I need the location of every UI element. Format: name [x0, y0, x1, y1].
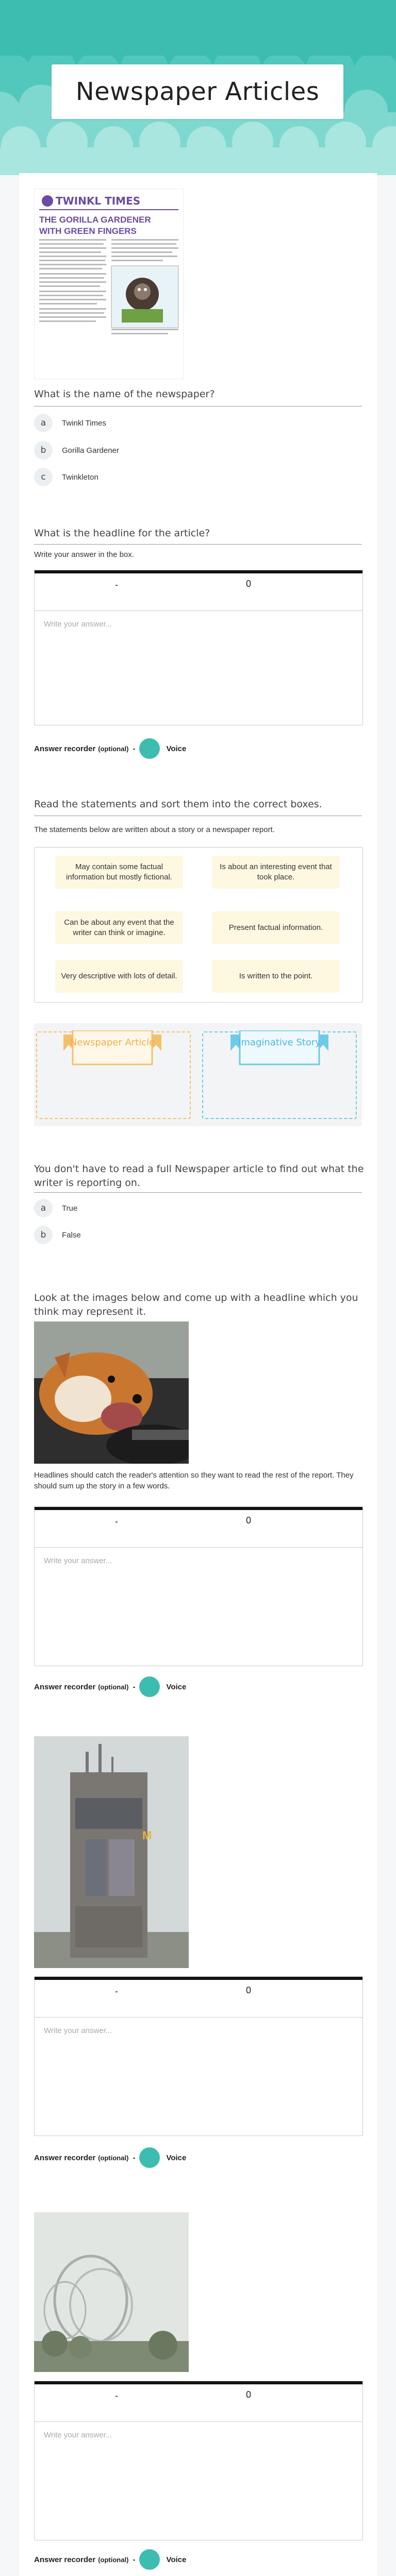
q5-title: Look at the images below and come up with a headline which you think may represent it. — [34, 1292, 358, 1317]
statement-card[interactable]: Is about an interesting event that took place. — [212, 856, 340, 889]
voice-label: Voice — [166, 1682, 187, 1691]
answer-placeholder: Write your answer... — [44, 2026, 112, 2035]
option-label: False — [62, 1230, 81, 1240]
recorder-label: Answer recorder — [34, 1682, 96, 1691]
q3-instruction: The statements below are written about a story or a newspaper report. — [34, 825, 275, 834]
q2-answer-box[interactable] — [34, 570, 363, 725]
newspaper-article-image — [34, 189, 184, 379]
font-size-select[interactable]: 0 — [246, 1985, 252, 1995]
voice-label: Voice — [166, 2555, 187, 2564]
sortable-statements-area — [34, 847, 363, 1003]
text-toolbar — [35, 1507, 362, 1548]
record-voice-button[interactable] — [139, 2549, 160, 2570]
recorder-dash: - — [133, 2153, 136, 2162]
option-letter: a — [34, 414, 53, 432]
q2-title: What is the headline for the article? — [34, 528, 210, 539]
dog-driving-photo — [34, 1321, 189, 1464]
statement-card[interactable]: May contain some factual information but mostly fictional. — [55, 856, 183, 889]
recorder-dash: - — [133, 1682, 136, 1691]
font-size-select[interactable]: 0 — [246, 1515, 252, 1526]
recorder-optional: (optional) — [98, 1683, 129, 1691]
option-letter: c — [34, 468, 53, 486]
answer-recorder — [34, 2549, 186, 2570]
drop-zone-label: Imaginative Story — [238, 1037, 321, 1048]
recorder-dash: - — [133, 2555, 136, 2564]
text-toolbar — [35, 2381, 362, 2422]
recorder-optional: (optional) — [98, 2555, 129, 2564]
q1-title: What is the name of the newspaper? — [34, 388, 215, 400]
statement-card[interactable]: Can be about any event that the writer can think or imagine. — [55, 911, 183, 944]
recorder-label: Answer recorder — [34, 744, 96, 753]
record-voice-button[interactable] — [139, 738, 160, 759]
option-label: Twinkl Times — [62, 418, 106, 428]
page-header — [0, 0, 396, 175]
record-voice-button[interactable] — [139, 1676, 160, 1697]
font-style-select[interactable]: - — [115, 580, 118, 590]
roller-coaster-fog-photo — [34, 2212, 189, 2372]
record-voice-button[interactable] — [139, 2147, 160, 2168]
sort-target-area — [34, 1023, 362, 1126]
tower-photo — [34, 1736, 189, 1968]
q4-option-b[interactable] — [34, 1225, 81, 1245]
divider — [34, 544, 362, 545]
option-letter: b — [34, 1226, 53, 1244]
q5-answer-box-2[interactable] — [34, 1976, 363, 2136]
q5-instruction: Headlines should catch the reader's attention so they want to read the rest of the report. They should sum up the story in a few words. — [34, 1471, 354, 1490]
drop-zone-newspaper-article[interactable] — [36, 1031, 191, 1119]
recorder-optional: (optional) — [98, 2154, 129, 2162]
svg-text:M: M — [142, 1829, 152, 1842]
q2-instruction: Write your answer in the box. — [34, 550, 134, 559]
drop-zone-label: Newspaper Article — [70, 1037, 155, 1048]
worksheet — [19, 173, 377, 2576]
font-style-select[interactable]: - — [115, 1986, 118, 1996]
answer-placeholder: Write your answer... — [44, 1556, 112, 1565]
font-size-select[interactable]: 0 — [246, 2389, 252, 2400]
answer-recorder — [34, 1676, 186, 1697]
answer-placeholder: Write your answer... — [44, 2431, 112, 2439]
text-toolbar — [35, 1977, 362, 2018]
option-letter: b — [34, 441, 53, 460]
masthead-text: TWINKL TIMES — [56, 195, 141, 207]
q4-option-a[interactable] — [34, 1198, 77, 1218]
q5-answer-box-3[interactable] — [34, 2381, 363, 2540]
font-style-select[interactable]: - — [115, 1516, 118, 1527]
option-label: Gorilla Gardener — [62, 446, 119, 455]
font-style-select[interactable]: - — [115, 2391, 118, 2401]
article-headline-line1: THE GORILLA GARDENER — [39, 215, 151, 225]
drop-zone-imaginative-story[interactable] — [202, 1031, 357, 1119]
q1-option-a[interactable] — [34, 413, 106, 433]
option-label: Twinkleton — [62, 472, 98, 482]
font-size-select[interactable]: 0 — [246, 579, 252, 589]
recorder-optional: (optional) — [98, 744, 129, 753]
answer-placeholder: Write your answer... — [44, 620, 112, 629]
recorder-label: Answer recorder — [34, 2555, 96, 2564]
title-card — [52, 64, 343, 119]
article-headline-line2: WITH GREEN FINGERS — [39, 226, 137, 236]
twinkl-logo-icon — [42, 195, 53, 207]
divider — [34, 1192, 362, 1193]
statement-card[interactable]: Is written to the point. — [212, 960, 340, 993]
text-toolbar — [35, 570, 362, 611]
voice-label: Voice — [166, 2153, 187, 2162]
statement-card[interactable]: Present factual information. — [212, 911, 340, 944]
answer-recorder — [34, 738, 186, 759]
q1-option-c[interactable] — [34, 467, 98, 487]
q3-title: Read the statements and sort them into the correct boxes. — [34, 799, 322, 810]
recorder-label: Answer recorder — [34, 2153, 96, 2162]
q1-option-b[interactable] — [34, 440, 119, 461]
recorder-dash: - — [133, 744, 136, 753]
q5-answer-box-1[interactable] — [34, 1506, 363, 1666]
page-title: Newspaper Articles — [75, 77, 320, 106]
option-label: True — [62, 1204, 78, 1213]
q4-title: You don't have to read a full Newspaper article to find out what the writer is reporting on. — [34, 1163, 364, 1189]
option-letter: a — [34, 1199, 53, 1217]
statement-card[interactable]: Very descriptive with lots of detail. — [55, 960, 183, 993]
voice-label: Voice — [166, 744, 187, 753]
answer-recorder — [34, 2147, 186, 2168]
